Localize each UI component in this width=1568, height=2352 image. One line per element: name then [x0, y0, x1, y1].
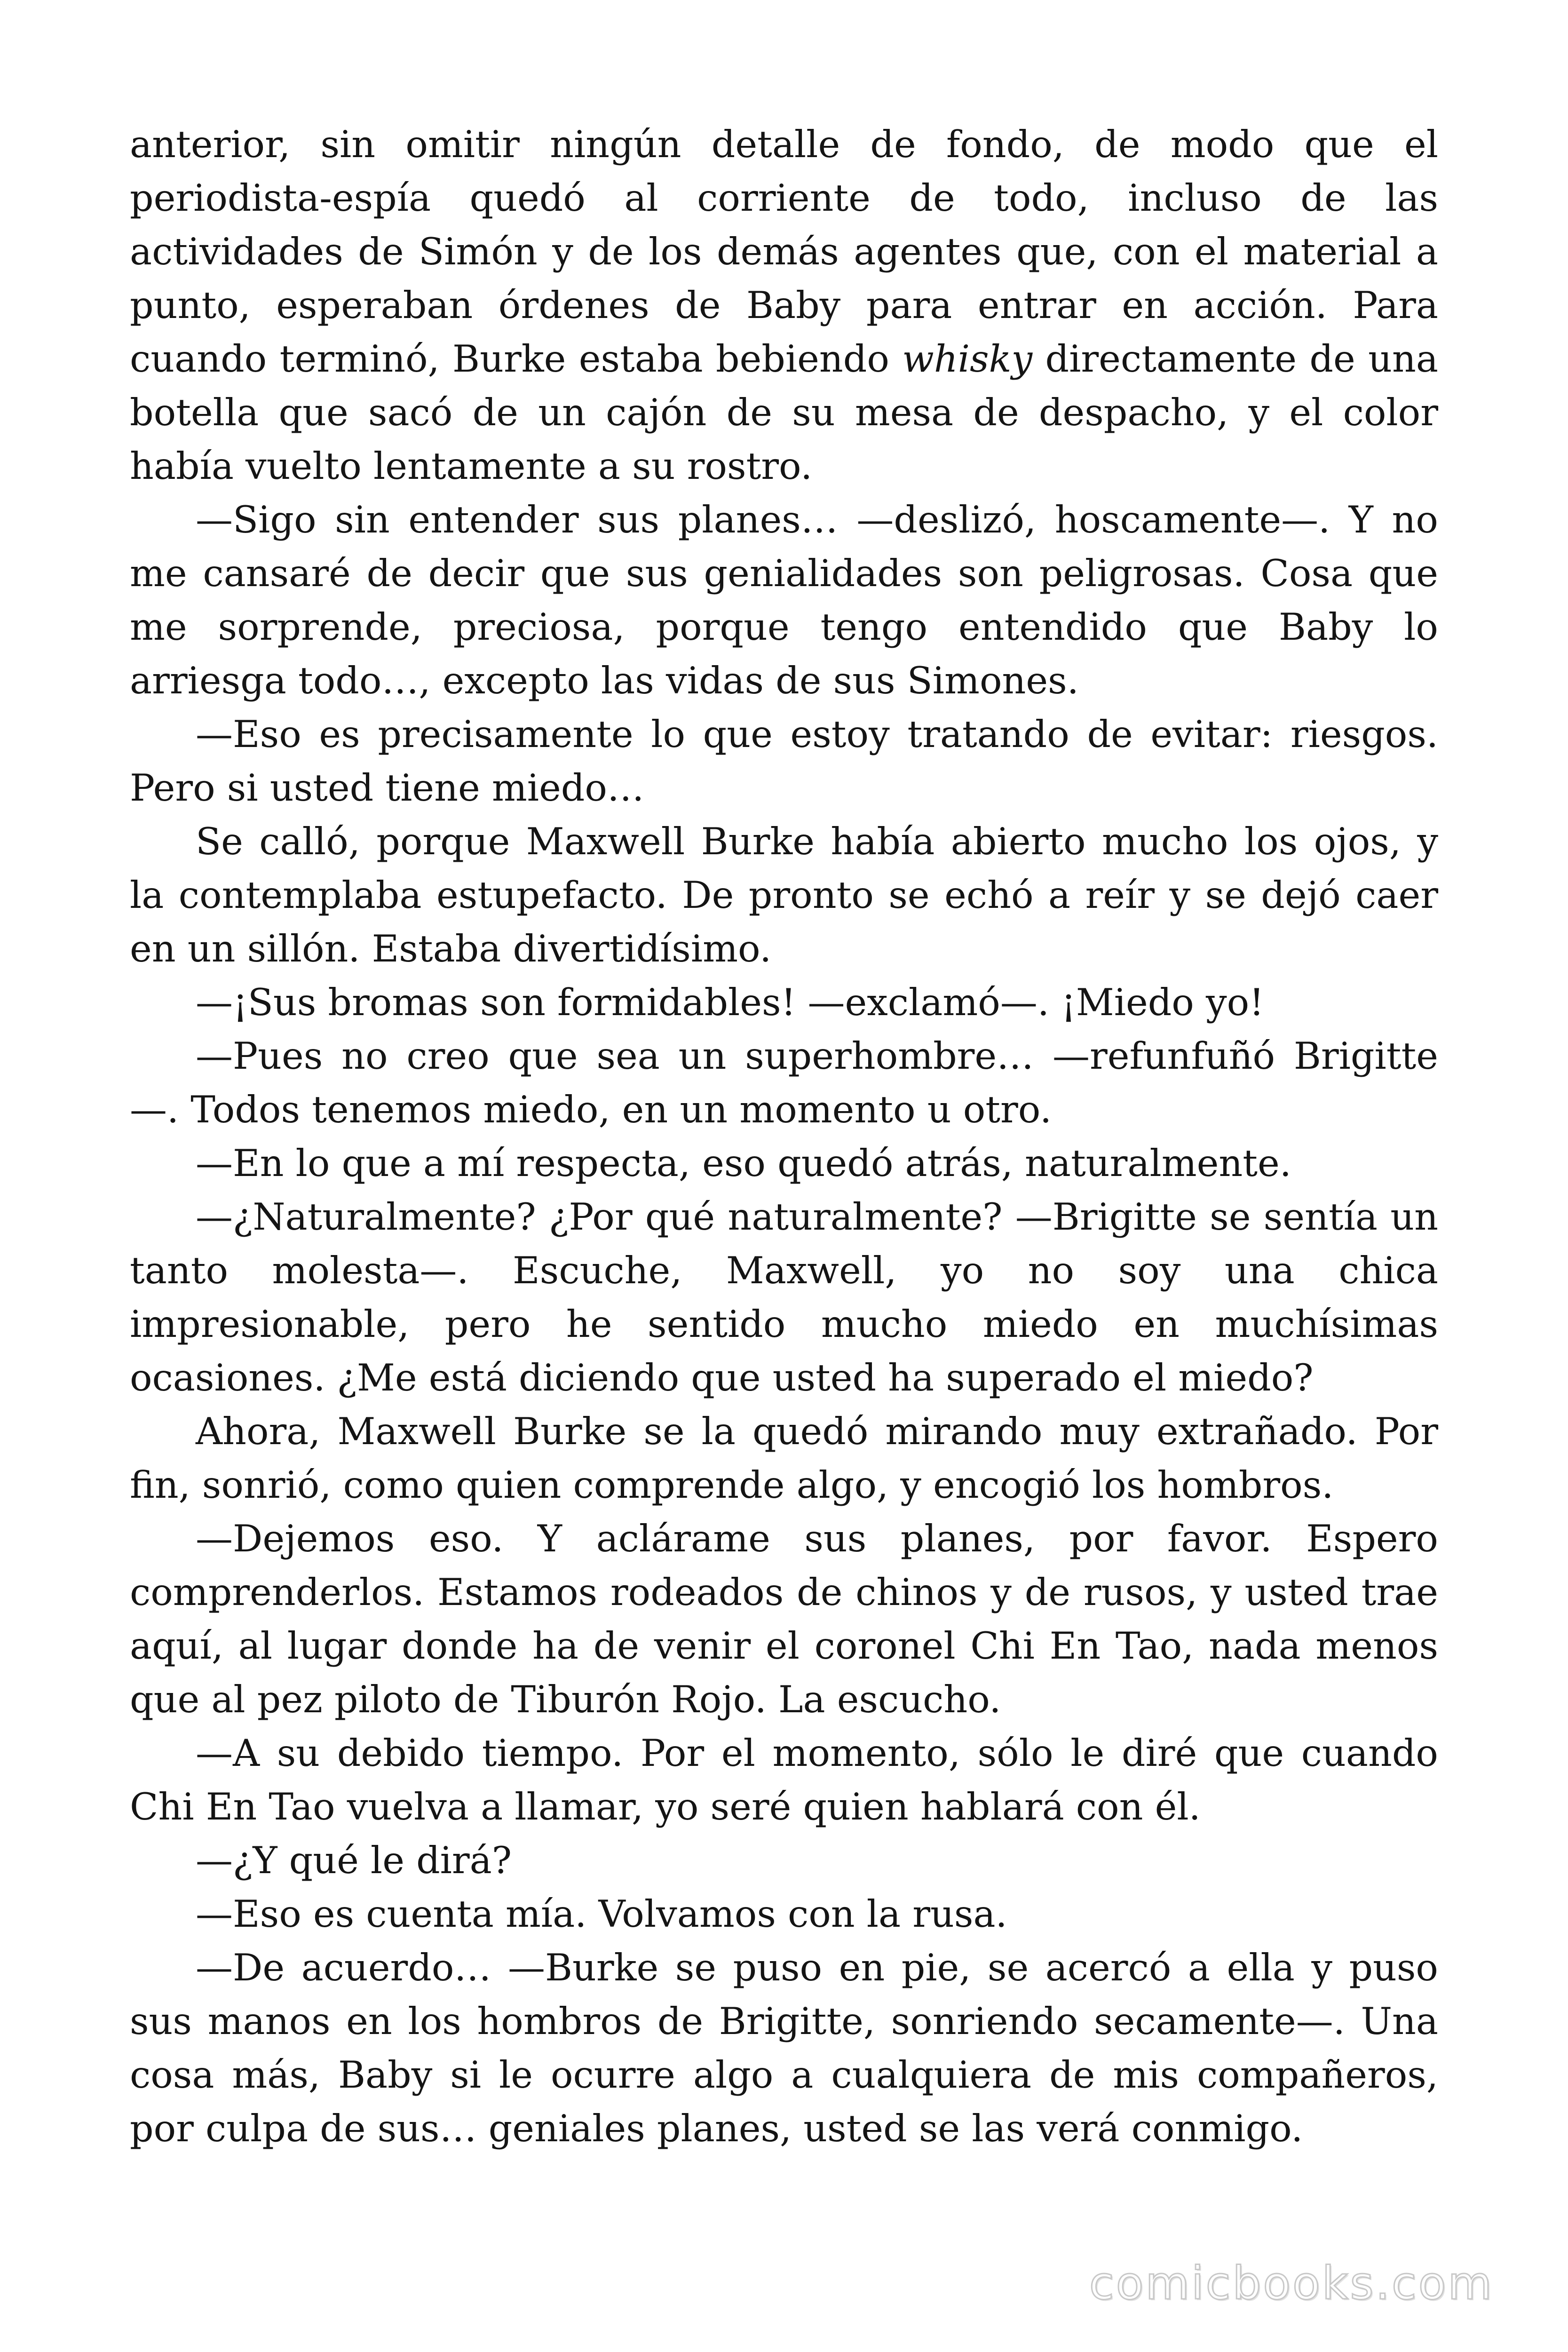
paragraph	[130, 1190, 1438, 1405]
paragraph	[130, 815, 1438, 976]
paragraph	[130, 1726, 1438, 1834]
paragraph-text: —De acuerdo… —Burke se puso en pie, se acercó a ella y puso sus manos en los hombros de Brigitte, sonriendo secamente—. Una cosa más, Baby si le ocurre algo a cualquiera de mis compañeros, por culpa de sus… geniales planes, usted se las verá conmigo.	[130, 1946, 1438, 2150]
paragraph	[130, 1887, 1438, 1941]
paragraph-text: —Eso es precisamente lo que estoy tratando de evitar: riesgos. Pero si usted tiene miedo…	[130, 713, 1438, 810]
paragraph	[130, 707, 1438, 815]
paragraph-text: directamente de una botella que sacó de un cajón de su mesa de despacho, y el color había vuelto lentamente a su rostro.	[130, 337, 1438, 488]
paragraph-text: —¿Naturalmente? ¿Por qué naturalmente? —Brigitte se sentía un tanto molesta—. Escuche, Maxwell, yo no soy una chica impresionable, pero he sentido mucho miedo en muchísimas ocasiones. ¿Me está diciendo que usted ha superado el miedo?	[130, 1195, 1438, 1399]
italic-word: whisky	[902, 337, 1033, 381]
paragraph-text: —Pues no creo que sea un superhombre… —refunfuñó Brigitte —. Todos tenemos miedo, en un momento u otro.	[130, 1034, 1438, 1131]
paragraph	[130, 118, 1438, 493]
paragraph	[130, 976, 1438, 1029]
paragraph	[130, 1941, 1438, 2155]
paragraph	[130, 1029, 1438, 1136]
paragraph-text: Se calló, porque Maxwell Burke había abierto mucho los ojos, y la contemplaba estupefacto. De pronto se echó a reír y se dejó caer en un sillón. Estaba divertidísimo.	[130, 820, 1438, 970]
paragraph	[130, 493, 1438, 707]
paragraph-text: —Sigo sin entender sus planes… —deslizó, hoscamente—. Y no me cansaré de decir que sus genialidades son peligrosas. Cosa que me sorprende, preciosa, porque tengo entendido que Baby lo arriesga todo…, excepto las vidas de sus Simones.	[130, 498, 1438, 702]
paragraph	[130, 1512, 1438, 1726]
watermark: comicbooks.com	[1089, 2257, 1494, 2310]
paragraph-text: —Dejemos eso. Y aclárame sus planes, por favor. Espero comprenderlos. Estamos rodeados de chinos y de rusos, y usted trae aquí, al lugar donde ha de venir el coronel Chi En Tao, nada menos que al pez piloto de Tiburón Rojo. La escucho.	[130, 1517, 1438, 1721]
paragraph-text: anterior, sin omitir ningún detalle de fondo, de modo que el periodista-espía quedó al corriente de todo, incluso de las actividades de Simón y de los demás agentes que, con el material a punto, esperaban órdenes de Baby para entrar en acción. Para cuando terminó, Burke estaba bebiendo	[130, 123, 1438, 381]
paragraph-text: —¿Y qué le dirá?	[196, 1839, 512, 1882]
paragraph-text: —Eso es cuenta mía. Volvamos con la rusa.	[196, 1892, 1007, 1936]
paragraph-text: —¡Sus bromas son formidables! —exclamó—. ¡Miedo yo!	[196, 981, 1264, 1024]
paragraph-text: —En lo que a mí respecta, eso quedó atrás, naturalmente.	[196, 1142, 1291, 1185]
paragraph	[130, 1136, 1438, 1190]
paragraph-text: —A su debido tiempo. Por el momento, sólo le diré que cuando Chi En Tao vuelva a llamar, yo seré quien hablará con él.	[130, 1732, 1438, 1828]
page-body	[130, 118, 1438, 2234]
paragraph	[130, 1405, 1438, 1512]
paragraph-text: Ahora, Maxwell Burke se la quedó mirando muy extrañado. Por fin, sonrió, como quien comprende algo, y encogió los hombros.	[130, 1410, 1438, 1507]
paragraph	[130, 1834, 1438, 1887]
